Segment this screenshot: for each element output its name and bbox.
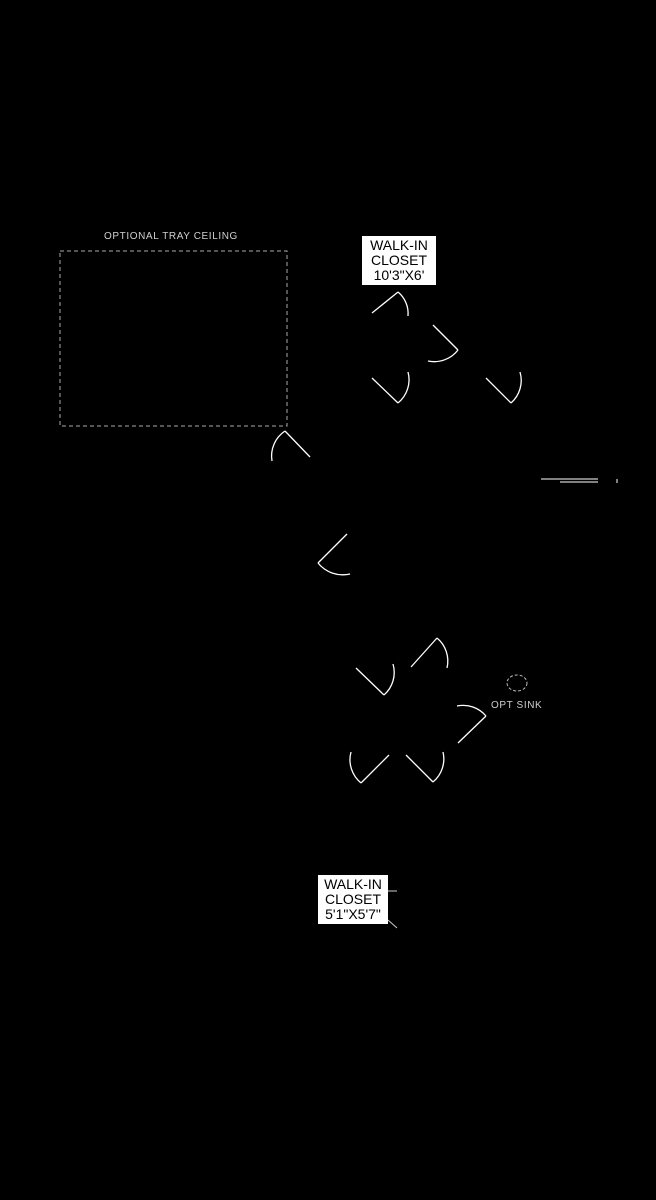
bath-door-1	[356, 664, 394, 695]
tray-ceiling-outline	[60, 251, 287, 426]
bath-door-3	[457, 705, 486, 743]
window-fixture	[541, 479, 617, 483]
closet-door-upper-lower	[372, 372, 409, 403]
closet-lower-line2: CLOSET	[324, 891, 381, 907]
closet-lower-leader	[388, 891, 397, 928]
closet-lower-dims: 5'1"X5'7"	[325, 906, 381, 922]
closet-upper-dims: 10'3"X6'	[373, 267, 425, 283]
bath-door-4	[350, 752, 389, 783]
closet-upper-label	[362, 236, 436, 285]
hall-door	[318, 534, 350, 575]
sink-icon	[507, 675, 527, 691]
closet-door-upper-mid	[428, 325, 458, 362]
closet-lower-label	[318, 875, 388, 924]
closet-upper-line1: WALK-IN	[370, 237, 428, 253]
closet-upper-line2: CLOSET	[370, 252, 427, 268]
tray-ceiling-label: OPTIONAL TRAY CEILING	[104, 231, 238, 242]
bath-door-2	[411, 638, 448, 668]
closet-door-upper-right	[486, 372, 521, 403]
closet-door-upper-left	[372, 292, 408, 316]
closet-lower-line1: WALK-IN	[324, 876, 382, 892]
bedroom-door	[272, 431, 310, 461]
sink-label: OPT SINK	[491, 700, 543, 711]
bath-door-5	[406, 752, 444, 782]
